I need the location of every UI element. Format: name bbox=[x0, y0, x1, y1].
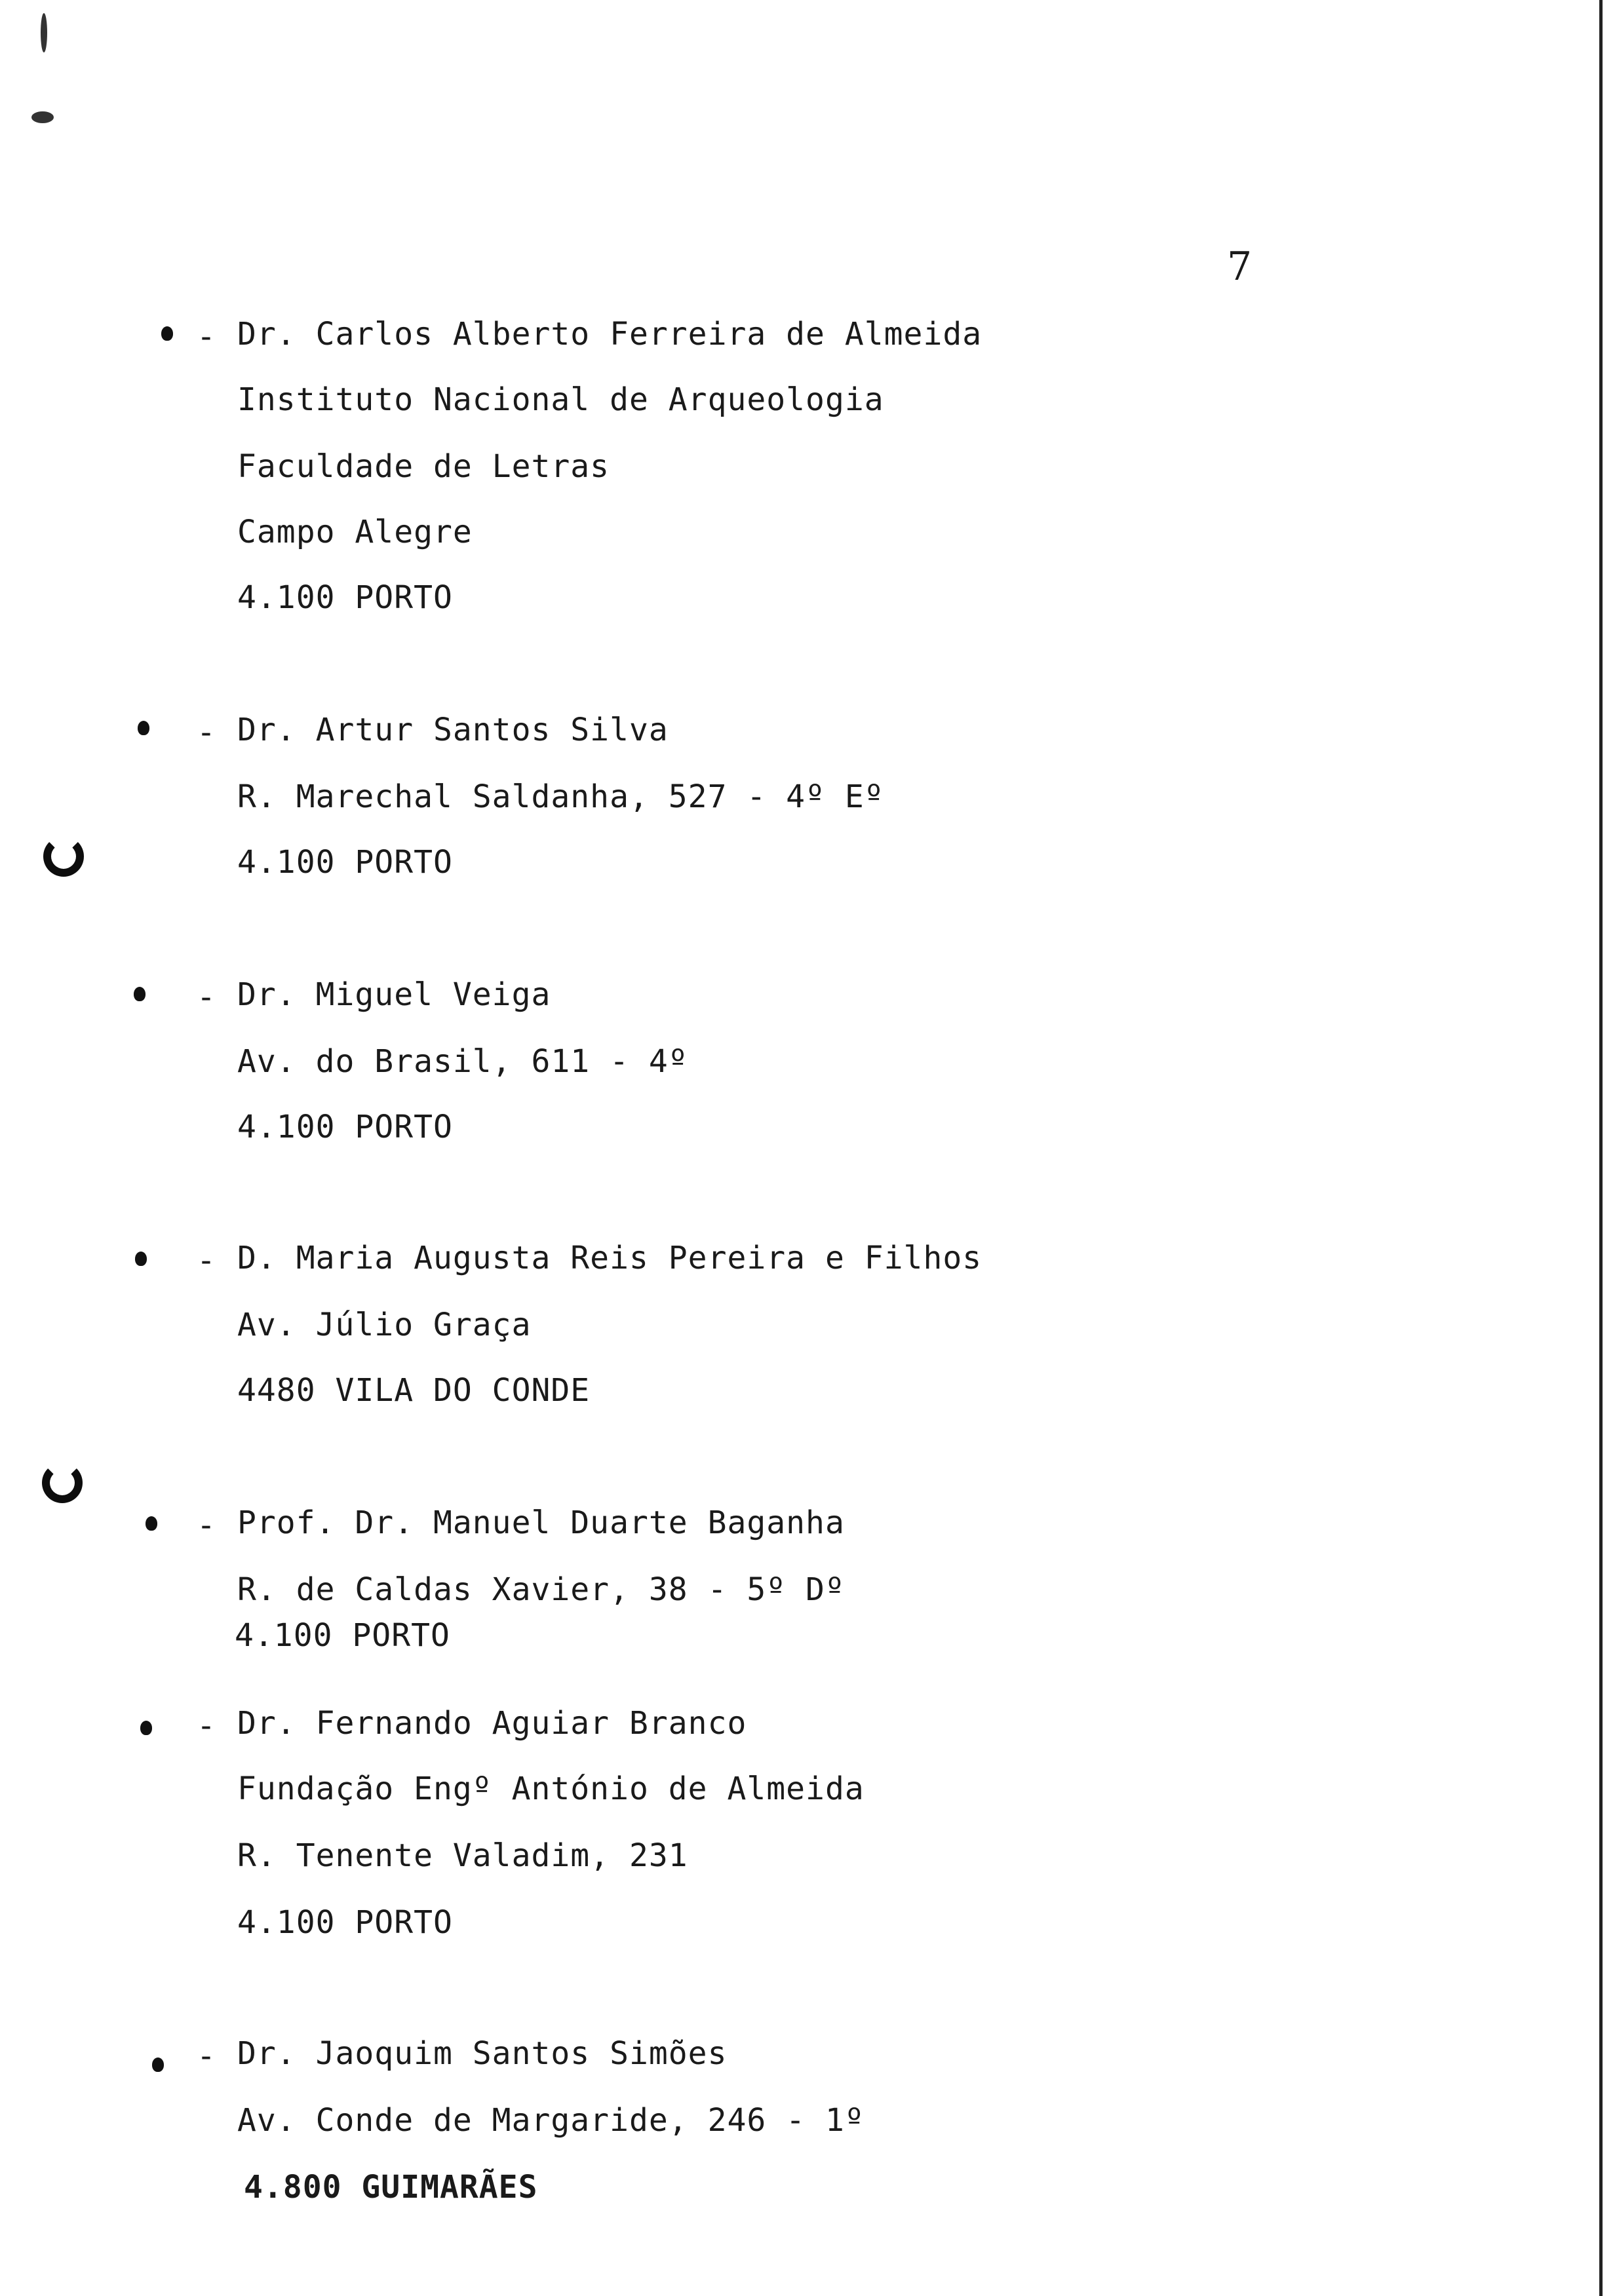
entry-name: D. Maria Augusta Reis Pereira e Filhos bbox=[237, 1240, 983, 1276]
bullet-mark bbox=[138, 721, 149, 735]
bullet-mark bbox=[161, 326, 173, 341]
dash: - bbox=[197, 318, 216, 355]
bullet-mark bbox=[135, 1252, 147, 1266]
entry-address-line: 4.800 GUIMARÃES bbox=[244, 2169, 538, 2206]
page-edge bbox=[1599, 0, 1603, 2296]
entry-name: Dr. Jaoquim Santos Simões bbox=[237, 2035, 728, 2072]
entry-address-line: R. de Caldas Xavier, 38 - 5º Dº bbox=[237, 1571, 845, 1608]
dash: - bbox=[197, 1507, 216, 1544]
entry-address-line: 4.100 PORTO bbox=[237, 844, 453, 881]
bullet-mark bbox=[140, 1721, 152, 1735]
entry-address-line: Av. Júlio Graça bbox=[237, 1307, 532, 1343]
entry-address-line: R. Marechal Saldanha, 527 - 4º Eº bbox=[237, 778, 884, 815]
punch-hole bbox=[43, 836, 84, 877]
dash: - bbox=[197, 714, 216, 751]
entry-name: Dr. Fernando Aguiar Branco bbox=[237, 1705, 747, 1742]
entry-address-line: Fundação Engº António de Almeida bbox=[237, 1770, 865, 1807]
dash: - bbox=[197, 2038, 216, 2075]
punch-hole bbox=[42, 1463, 83, 1503]
scan-mark bbox=[31, 111, 54, 123]
entry-address-line: Campo Alegre bbox=[237, 514, 473, 550]
entry-address-line: 4.100 PORTO bbox=[237, 1109, 453, 1145]
entry-address-line: Av. do Brasil, 611 - 4º bbox=[237, 1043, 688, 1080]
bullet-mark bbox=[134, 987, 146, 1001]
dash: - bbox=[197, 1708, 216, 1744]
entry-address-line: 4.100 PORTO bbox=[237, 1904, 453, 1941]
bullet-mark bbox=[152, 2057, 164, 2072]
bullet-mark bbox=[146, 1516, 157, 1531]
entry-address-line: Faculdade de Letras bbox=[237, 448, 610, 485]
entry-address-line: R. Tenente Valadim, 231 bbox=[237, 1837, 688, 1874]
entry-name: Dr. Artur Santos Silva bbox=[237, 712, 669, 748]
dash: - bbox=[197, 979, 216, 1016]
entry-name: Dr. Carlos Alberto Ferreira de Almeida bbox=[237, 316, 983, 353]
entry-name: Prof. Dr. Manuel Duarte Baganha bbox=[237, 1504, 845, 1541]
scan-mark bbox=[41, 13, 47, 52]
entry-address-line: Instituto Nacional de Arqueologia bbox=[237, 381, 884, 418]
entry-address-line: 4.100 PORTO bbox=[235, 1617, 450, 1654]
page-number: 7 bbox=[1227, 244, 1253, 290]
entry-address-line: 4480 VILA DO CONDE bbox=[237, 1372, 591, 1409]
entry-address-line: Av. Conde de Margaride, 246 - 1º bbox=[237, 2102, 865, 2139]
entry-address-line: 4.100 PORTO bbox=[237, 579, 453, 616]
dash: - bbox=[197, 1242, 216, 1279]
entry-name: Dr. Miguel Veiga bbox=[237, 976, 551, 1013]
